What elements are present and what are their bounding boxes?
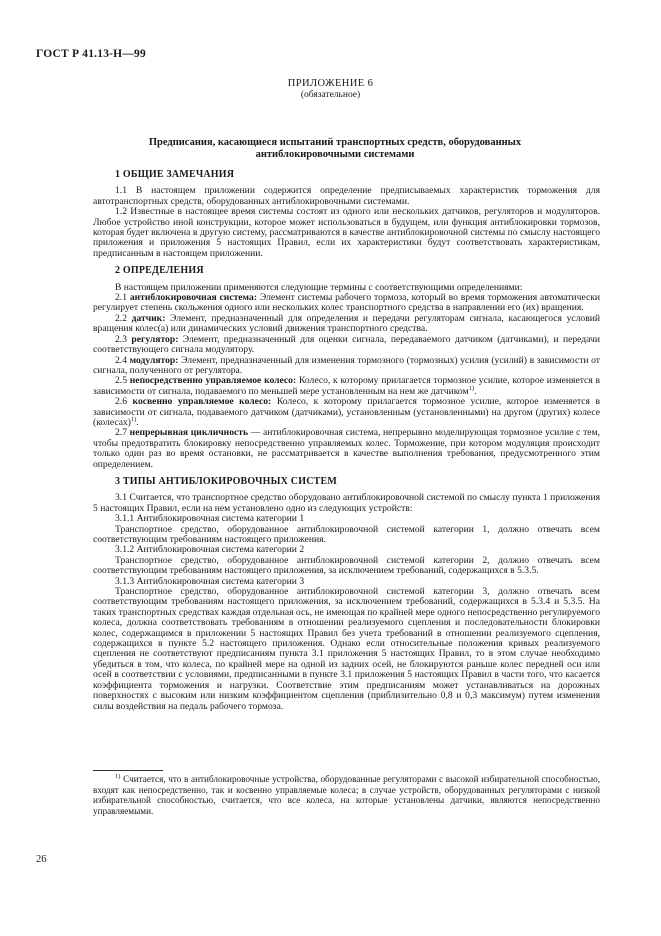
paragraph-1-2: 1.2 Известные в настоящее время системы состоят из одного или нескольких датчиков, регуляторов и модуляторов. Любое устройство иной конструкции, которое может использоваться в будущем, или функция антиблокировки тормозов, которая будет включена в другую систему, рассматриваются в качестве антиблокировочной системы по смыслу настоящего приложения и приложения 5 настоящих Правил, если их характеристики будут соответствовать характеристикам, предписанным в настоящем приложении. [93, 206, 600, 259]
definition-term: антиблокировочная система: [129, 292, 258, 304]
definition-number: 2.5 [115, 375, 127, 387]
definition-term: косвенно управляемое колесо: [132, 396, 272, 408]
period: . [136, 416, 139, 428]
definition-text: — антиблокировочная система, непрерывно моделирующая тормозное усилие с тем, чтобы предотвратить блокировку непосредственно управляемых колес. Торможение, при котором модуляция происходит только один раз во время остановки, не рассматривается в качестве выполнения требования, предусмотренного этим определением. [93, 427, 600, 470]
definition-term: регулятор: [131, 333, 179, 345]
category-2-heading: 3.1.2 Антиблокировочная система категории 2 [115, 544, 305, 556]
definition-text: Элемент, предназначенный для оценки сигнала, передаваемого датчиком (датчиками), и передачи соответствующего сигнала модулятору. [93, 333, 600, 356]
definition-number: 2.4 [115, 354, 127, 366]
footnote-mark: 1) [115, 772, 121, 780]
footnote-ref: 1) [130, 415, 137, 423]
period: . [474, 385, 477, 397]
definition-text: Колесо, к которому прилагается тормозное усилие, которое изменяется в зависимости от сигнала, подаваемого по меньшей мере установленным на нем же датчиком [93, 375, 601, 397]
appendix-title: ПРИЛОЖЕНИЕ 6 [287, 78, 374, 89]
definition-2-3 [93, 335, 600, 356]
definition-2-5 [93, 376, 600, 397]
section-3-heading: 3 ТИПЫ АНТИБЛОКИРОВОЧНЫХ СИСТЕМ [115, 475, 338, 487]
definition-text: Колесо, к которому прилагается тормозное усилие, которое изменяется в зависимости от сигнала, подаваемого датчиком (датчиками), установленным (установленными) на другом (других) колесе (колесах) [93, 396, 600, 428]
definition-text: Элемент, предназначенный для изменения тормозного (тормозных) усилия (усилий) в зависимости от сигнала, полученного от регулятора. [93, 354, 601, 376]
category-1-heading: 3.1.1 Антиблокировочная система категории 1 [115, 513, 305, 525]
document-body [93, 167, 600, 712]
definition-2-7 [93, 428, 600, 470]
category-3-heading: 3.1.3 Антиблокировочная система категории 3 [115, 575, 305, 587]
definition-2-2 [93, 314, 600, 335]
definition-2-4 [93, 356, 600, 377]
definition-text: Элемент, предназначенный для определения и передачи регуляторам сигнала, касающегося условий вращения колес(а) или динамических условий движения транспортного средства. [93, 312, 601, 335]
document-header: ГОСТ Р 41.13-Н—99 [36, 48, 146, 60]
definition-text: Элемент системы рабочего тормоза, который во время торможения автоматически регулирует степень скольжения одного или нескольких колес транспортного средства в направлении его (их) вращения. [93, 292, 601, 314]
appendix-subtitle: (обязательное) [300, 90, 361, 100]
category-2-text: Транспортное средство, оборудованное антиблокировочной системой категории 2, должно отвечать всем соответствующим требованиям настоящего приложения, за исключением требований, содержащихся в 5.3.5. [93, 554, 600, 577]
definition-2-1 [93, 293, 600, 314]
definition-number: 2.7 [115, 427, 127, 439]
definition-number: 2.2 [115, 312, 127, 324]
paragraph-1-1: 1.1 В настоящем приложении содержится определение предписываемых характеристик торможения для автотранспортных средств, оборудованных антиблокировочными системами. [93, 185, 600, 207]
page-number: 26 [36, 854, 47, 865]
paragraph-3-1: 3.1 Считается, что транспортное средство оборудовано антиблокировочной системой по смыслу пункта 1 приложения 5 настоящих Правил, если на нем установлено одно из следующих устройств: [93, 492, 600, 514]
footnote-divider [93, 770, 163, 771]
paragraph-2-intro: В настоящем приложении применяются следующие термины с соответствующими определениями: [115, 281, 523, 293]
category-1-text: Транспортное средство, оборудованное антиблокировочной системой категории 1, должно отвечать всем соответствующим требованиям настоящего приложения. [93, 523, 600, 545]
definition-2-6 [93, 397, 600, 428]
definition-term: непрерывная цикличность [129, 427, 249, 439]
definition-term: датчик: [131, 312, 166, 324]
footnote-ref: 1) [468, 384, 475, 392]
definition-number: 2.6 [115, 396, 127, 408]
section-1-heading: 1 ОБЩИЕ ЗАМЕЧАНИЯ [115, 169, 235, 180]
footnote-text: Считается, что в антиблокировочные устройства, оборудованные регуляторами с высокой избирательной способностью, входят как непосредственно, так и косвенно управляемые колеса; в случае устройств, оборудованных регуляторами с низкой избирательной способностью, считается, что все колеса, на которые установлены датчики, являются непосредственно управляемыми. [93, 774, 601, 816]
section-2-heading: 2 ОПРЕДЕЛЕНИЯ [115, 265, 204, 277]
document-title: Предписания, касающиеся испытаний транспортных средств, оборудованных антиблокировочными системами [148, 137, 522, 160]
category-3-text: Транспортное средство, оборудованное антиблокировочной системой категории 3, должно отвечать всем соответствующим требованиям настоящего приложения, за исключением требований, содержащихся в 5.3.4 и 5.3.5. На таких транспортных средствах каждая отдельная ось, не имеющая по крайней мере одного непосредственно регулируемого колеса, должна соответствовать требованиям в отношении реализуемого сцепления и последовательности блокировки колес, содержащимся в приложении 5 настоящих Правил без учета требований в отношении реализуемого сцепления, содержащихся в пункте 5.2 настоящего приложения. Однако если относительные положения кривых реализуемого сцепления не соответствуют предписаниям пункта 3.1 приложения 5 настоящих Правил, то в этом случае необходимо убедиться в том, что колеса, по крайней мере на одной из задних осей, не блокируются раньше колес передней оси или осей в соответствии с условиями, предписанными в пункте 3.1 приложения 5 настоящих Правил в части того, что касается коэффициента торможения и нагрузки. Соответствие этим предписаниям может устанавливаться на дорожных поверхностях с высоким или низким коэффициентом сцепления (приблизительно 0,8 и 0,3 максимум) путем изменения силы воздействия на педаль рабочего тормоза. [93, 586, 600, 712]
definition-term: непосредственно управляемое колесо: [129, 375, 297, 387]
definition-term: модулятор: [129, 354, 179, 366]
definition-number: 2.3 [115, 333, 127, 345]
definition-number: 2.1 [115, 292, 127, 304]
footnote [93, 774, 600, 816]
